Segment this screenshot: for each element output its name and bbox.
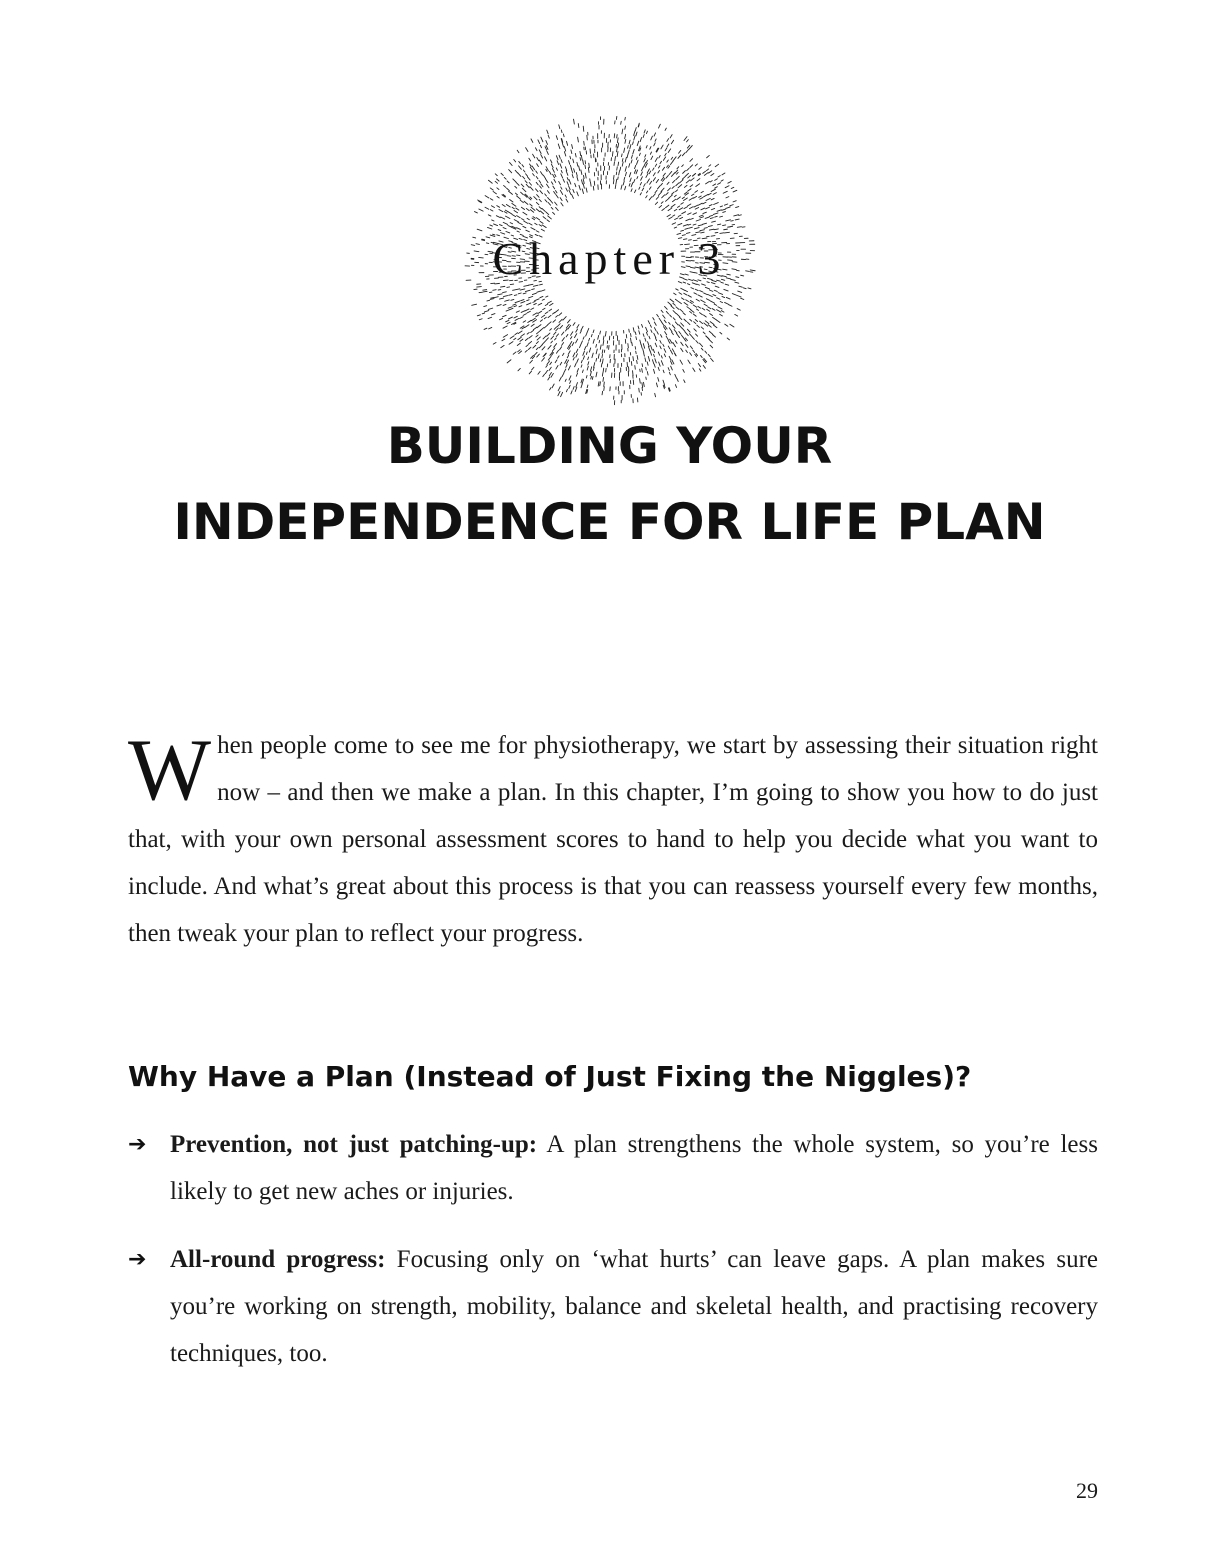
section-heading: Why Have a Plan (Instead of Just Fixing the Niggles)? [128, 1060, 972, 1093]
bullet-text [170, 1121, 1098, 1215]
bullet-term: All-round progress: [170, 1246, 386, 1273]
bullet-item [128, 1121, 1098, 1215]
chapter-title [0, 408, 1219, 560]
arrow-right-icon: ➔ [128, 1247, 147, 1272]
arrow-right-icon: ➔ [128, 1132, 147, 1157]
bullet-body: A plan strengthens the whole system, so you’re less likely to get new aches or injuries. [170, 1131, 1098, 1205]
intro-paragraph [128, 722, 1098, 957]
chapter-label: Chapter 3 [492, 233, 727, 284]
bullet-body: Focusing only on ‘what hurts’ can leave gaps. A plan makes sure you’re working on strength, mobility, balance and skeletal health, and practising recovery techniques, too. [170, 1246, 1099, 1367]
bullet-item [128, 1236, 1098, 1377]
bullet-text [170, 1236, 1098, 1377]
page-number: 29 [1076, 1478, 1098, 1503]
chapter-title-line-2: INDEPENDENCE FOR LIFE PLAN [173, 493, 1046, 551]
drop-cap: W [128, 722, 212, 819]
bullet-term: Prevention, not just patching-up: [170, 1131, 538, 1158]
chapter-title-line-1: BUILDING YOUR [386, 417, 833, 475]
intro-text: hen people come to see me for physiotherapy, we start by assessing their situation right now – and then we make a plan. In this chapter, I’m going to show you how to do just that, with your own personal assessment scores to hand to help you decide what you want to include. And what’s great about this process is that you can reassess yourself every few months, then tweak your plan to reflect your progress. [128, 732, 1098, 947]
